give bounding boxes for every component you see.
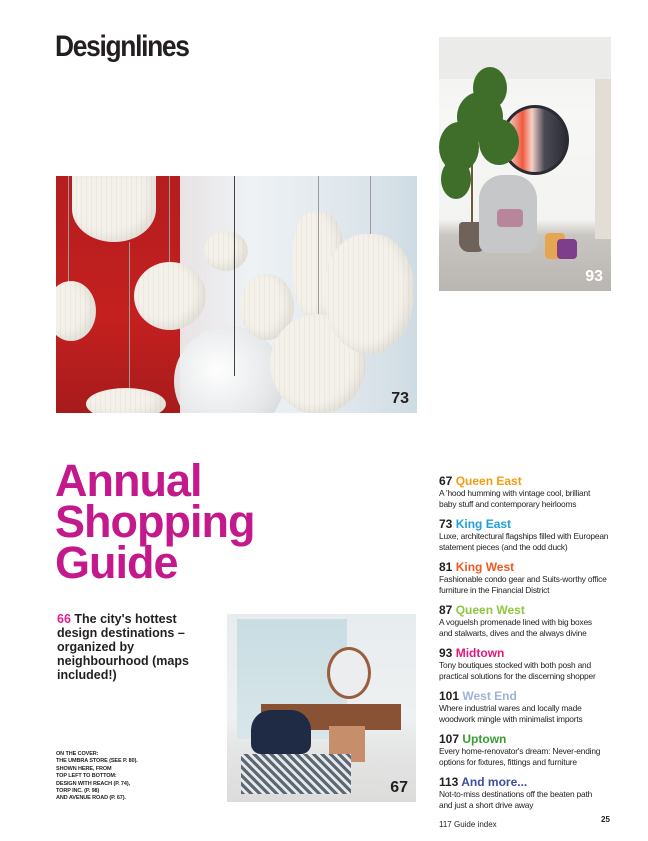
stool xyxy=(557,239,577,259)
guide-list xyxy=(439,474,639,829)
entry-title: And more... xyxy=(461,775,528,789)
entry-desc: Where industrial wares and locally made woodwork mingle with minimalist imports xyxy=(439,703,583,724)
guide-entry-midtown xyxy=(439,646,639,682)
entry-page: 73 xyxy=(439,517,453,531)
guide-entry-king-west xyxy=(439,560,639,596)
entry-page: 107 xyxy=(439,732,460,746)
cover-note xyxy=(56,751,138,803)
navy-chair xyxy=(251,710,311,754)
entry-desc: Fashionable condo gear and Suits-worthy office furniture in the Financial District xyxy=(439,574,607,595)
lamp-cord xyxy=(129,242,130,392)
cover-note-line: ON THE COVER: xyxy=(56,751,99,757)
intro-page: 66 xyxy=(57,612,71,626)
lamp xyxy=(72,176,156,242)
cover-note-line: SHOWN HERE, FROM xyxy=(56,765,112,772)
lamp xyxy=(134,262,206,330)
pillow xyxy=(497,209,523,227)
cover-note-line: TOP LEFT TO BOTTOM: xyxy=(56,773,117,780)
rug xyxy=(241,754,351,794)
entry-title: Queen East xyxy=(455,474,522,488)
entry-page: 113 xyxy=(439,775,459,789)
guide-index: 117 Guide index xyxy=(439,820,497,829)
page-ref-93: 93 xyxy=(585,268,603,285)
guide-entry-queen-east xyxy=(439,474,639,510)
entry-page: 81 xyxy=(439,560,453,574)
entry-desc: A 'hood humming with vintage cool, brilliant baby stuff and contemporary heirlooms xyxy=(439,488,591,509)
lamp-cord xyxy=(318,176,319,321)
intro-text xyxy=(57,612,207,682)
page-number: 25 xyxy=(601,815,610,824)
lamp xyxy=(324,234,414,354)
leaves xyxy=(441,159,471,199)
lamp xyxy=(86,388,166,413)
doorway xyxy=(595,79,611,239)
guide-entry-queen-west xyxy=(439,603,639,639)
entry-desc: A voguelsh promenade lined with big boxes and stalwarts, dives and the always divine xyxy=(439,617,592,638)
leaves xyxy=(479,119,519,165)
photo-vanity xyxy=(227,614,416,802)
entry-title: Uptown xyxy=(462,732,507,746)
cover-note-line: TORP INC. (P. 98) xyxy=(56,788,100,795)
lamp-cord xyxy=(169,176,170,266)
page-ref-67: 67 xyxy=(390,779,408,796)
section-title: Designlines xyxy=(55,30,189,63)
entry-page: 67 xyxy=(439,474,453,488)
entry-title: King West xyxy=(455,560,515,574)
vanity-mirror xyxy=(327,647,371,699)
cover-note-line: AND AVENUE ROAD (P. 67). xyxy=(56,795,126,802)
entry-desc: Not-to-miss destinations off the beaten path and just a short drive away xyxy=(439,789,593,810)
entry-desc: Tony boutiques stocked with both posh and practical solutions for the discerning shopper xyxy=(439,660,596,681)
cover-note-line: DESIGN WITH REACH (P. 74), xyxy=(56,780,131,787)
entry-desc: Every home-renovator's dream: Never-ending options for fixtures, fittings and furniture xyxy=(439,746,601,767)
guide-entry-and-more xyxy=(439,775,639,811)
headline-line: Shopping xyxy=(55,496,255,547)
headline xyxy=(55,455,255,588)
entry-desc: Luxe, architectural flagships filled with European statement pieces (and the odd duck) xyxy=(439,531,609,552)
entry-page: 93 xyxy=(439,646,453,660)
headline-line: Guide xyxy=(55,537,178,588)
intro-body: The city's hottest design destinations – organized by neighbourhood (maps included!) xyxy=(57,612,189,682)
ceiling xyxy=(439,37,611,79)
lamp-cord xyxy=(234,176,235,376)
leaves xyxy=(473,67,507,109)
entry-title: West End xyxy=(462,689,517,703)
entry-page: 87 xyxy=(439,603,453,617)
entry-page: 101 xyxy=(439,689,460,703)
guide-entry-uptown xyxy=(439,732,639,768)
cover-note-line: THE UMBRA STORE (SEE P. 80). xyxy=(56,758,138,765)
guide-entry-king-east xyxy=(439,517,639,553)
guide-entry-west-end xyxy=(439,689,639,725)
entry-title: Queen West xyxy=(455,603,525,617)
entry-title: King East xyxy=(455,517,512,531)
entry-title: Midtown xyxy=(455,646,505,660)
lamp-cord xyxy=(68,176,69,286)
photo-chair xyxy=(439,37,611,291)
lamp-cord xyxy=(370,176,371,236)
page-ref-73: 73 xyxy=(391,390,409,407)
headline-line: Annual xyxy=(55,455,202,506)
lamp xyxy=(204,231,248,271)
photo-lamps xyxy=(56,176,417,413)
